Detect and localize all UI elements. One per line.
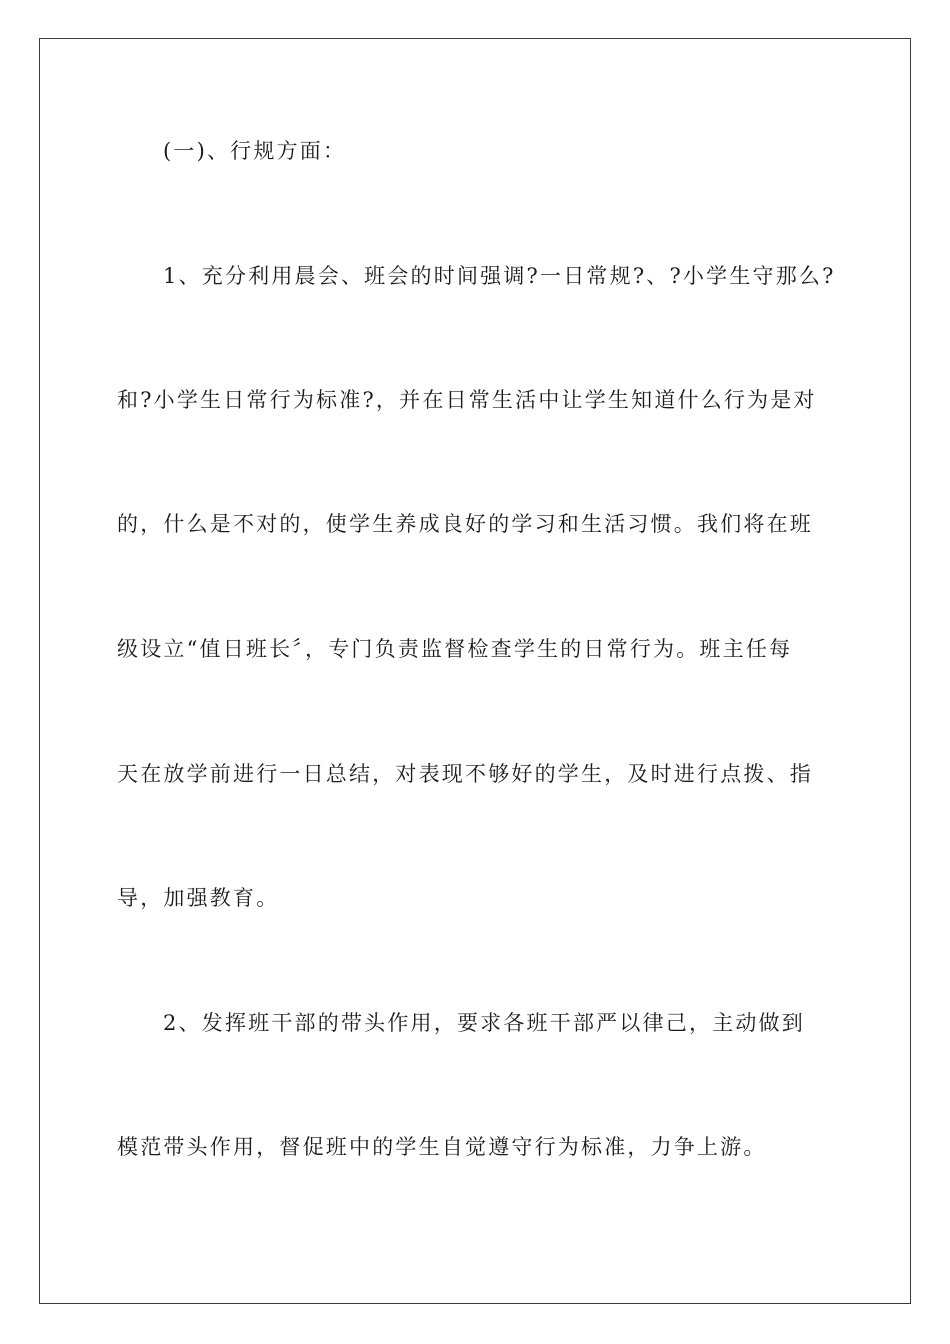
paragraph-2-line-2: 模范带头作用，督促班中的学生自觉遵守行为标准，力争上游。 <box>117 1135 767 1159</box>
paragraph-1-line-5: 天在放学前进行一日总结，对表现不够好的学生，及时进行点拨、指 <box>117 762 813 786</box>
paragraph-1-line-2: 和?小学生日常行为标准?，并在日常生活中让学生知道什么行为是对 <box>117 388 817 412</box>
paragraph-2-line-1: 2、发挥班干部的带头作用，要求各班干部严以律己，主动做到 <box>163 1011 805 1035</box>
paragraph-1-line-1: 1、充分利用晨会、班会的时间强调?一日常规?、?小学生守那么? <box>163 264 836 288</box>
paragraph-1-line-6: 导，加强教育。 <box>117 886 280 910</box>
section-heading: (一)、行规方面： <box>163 139 347 163</box>
paragraph-1-line-3: 的，什么是不对的，使学生养成良好的学习和生活习惯。我们将在班 <box>117 512 813 536</box>
page-border <box>39 38 911 1304</box>
paragraph-1-line-4: 级设立“值日班长〞，专门负责监督检查学生的日常行为。班主任每 <box>117 637 793 661</box>
